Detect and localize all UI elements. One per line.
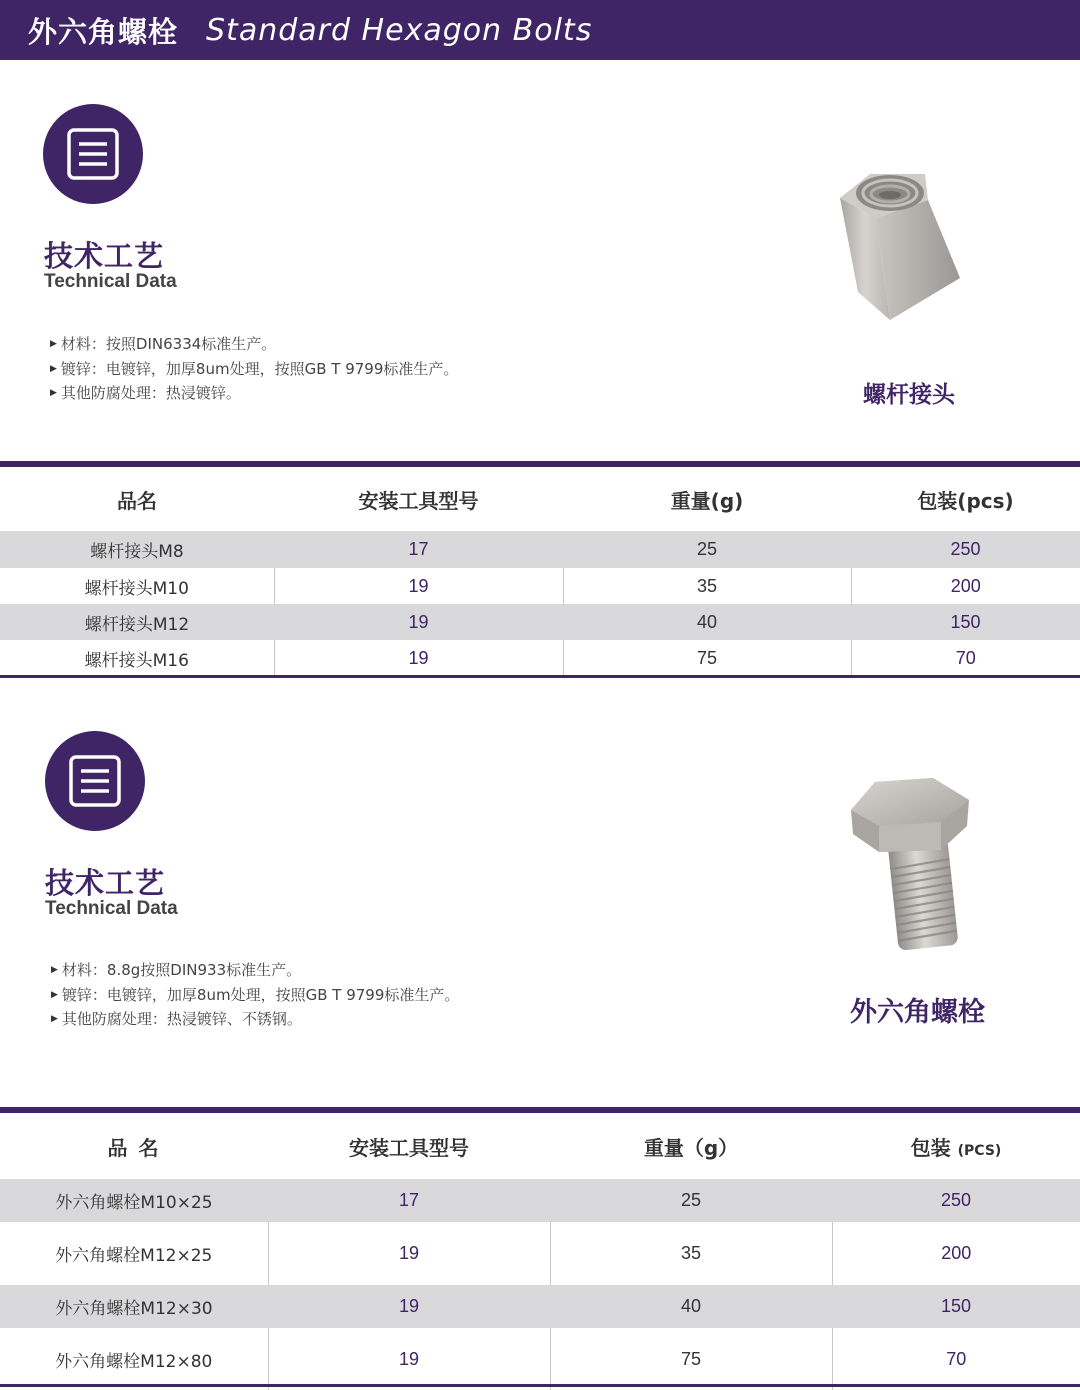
table-top-rule xyxy=(0,1107,1080,1113)
spec-bullets xyxy=(51,958,459,1032)
cell-name: 外六角螺栓M10×25 xyxy=(0,1179,268,1222)
cell-pack: 150 xyxy=(851,604,1080,640)
page-title-en: Standard Hexagon Bolts xyxy=(206,12,593,48)
document-icon xyxy=(43,104,143,204)
cell-tool: 19 xyxy=(268,1328,550,1390)
cell-weight: 40 xyxy=(563,604,851,640)
tech-heading-cn: 技术工艺 xyxy=(44,239,165,273)
table-row xyxy=(0,1328,1080,1390)
cell-weight: 35 xyxy=(563,568,851,604)
spec-table xyxy=(0,467,1080,676)
cell-pack: 250 xyxy=(851,531,1080,568)
cell-tool: 19 xyxy=(274,604,563,640)
cell-pack: 70 xyxy=(832,1328,1080,1390)
cell-name: 螺杆接头M16 xyxy=(0,640,274,676)
cell-tool: 19 xyxy=(268,1285,550,1328)
col-header: 品 名 xyxy=(0,1114,268,1179)
cell-weight: 25 xyxy=(550,1179,832,1222)
cell-name: 外六角螺栓M12×80 xyxy=(0,1328,268,1390)
tech-heading-en: Technical Data xyxy=(45,898,178,919)
table-row xyxy=(0,640,1080,676)
bullet-item: ▶ 材料：8.8g按照DIN933标准生产。 xyxy=(51,958,459,983)
cell-name: 螺杆接头M10 xyxy=(0,568,274,604)
bullet-triangle-icon: ▶ xyxy=(50,339,57,349)
cell-pack: 70 xyxy=(851,640,1080,676)
table-row xyxy=(0,568,1080,604)
tech-heading-cn: 技术工艺 xyxy=(45,866,166,900)
cell-name: 外六角螺栓M12×25 xyxy=(0,1222,268,1285)
document-icon xyxy=(45,731,145,831)
spec-table xyxy=(0,1114,1080,1390)
cell-tool: 17 xyxy=(268,1179,550,1222)
spec-bullets xyxy=(50,332,458,406)
cell-name: 螺杆接头M12 xyxy=(0,604,274,640)
bullet-triangle-icon: ▶ xyxy=(50,388,57,398)
table-row xyxy=(0,531,1080,568)
bullet-triangle-icon: ▶ xyxy=(50,363,57,374)
coupling-nut-image xyxy=(830,160,970,330)
bullet-item: ▶ 其他防腐处理：热浸镀锌、不锈钢。 xyxy=(51,1007,459,1032)
hex-bolt-image xyxy=(845,770,980,960)
product-name: 螺杆接头 xyxy=(863,382,955,408)
page-title-cn: 外六角螺栓 xyxy=(28,14,179,49)
cell-name: 外六角螺栓M12×30 xyxy=(0,1285,268,1328)
table-row xyxy=(0,1285,1080,1328)
cell-pack: 200 xyxy=(832,1222,1080,1285)
table-row xyxy=(0,1179,1080,1222)
bullet-item: ▶ 其他防腐处理：热浸镀锌。 xyxy=(50,381,458,406)
col-header: 安装工具型号 xyxy=(274,467,563,531)
table-row xyxy=(0,604,1080,640)
bullet-triangle-icon: ▶ xyxy=(51,989,58,1000)
cell-weight: 75 xyxy=(550,1328,832,1390)
product-name: 外六角螺栓 xyxy=(850,997,985,1028)
tech-heading-en: Technical Data xyxy=(44,271,177,292)
col-header: 包装 (PCS) xyxy=(832,1114,1080,1179)
bullet-item: ▶ 镀锌：电镀锌，加厚8um处理，按照GB T 9799标准生产。 xyxy=(50,357,458,382)
bullet-item: ▶ 镀锌：电镀锌，加厚8um处理，按照GB T 9799标准生产。 xyxy=(51,983,459,1008)
table-bottom-rule xyxy=(0,675,1080,678)
table-header-row xyxy=(0,1114,1080,1179)
table-bottom-rule xyxy=(0,1384,1080,1387)
col-header: 品名 xyxy=(0,467,274,531)
cell-tool: 17 xyxy=(274,531,563,568)
cell-pack: 150 xyxy=(832,1285,1080,1328)
cell-weight: 25 xyxy=(563,531,851,568)
col-header: 包装(pcs) xyxy=(851,467,1080,531)
col-header: 重量（g） xyxy=(550,1114,832,1179)
cell-tool: 19 xyxy=(268,1222,550,1285)
cell-weight: 40 xyxy=(550,1285,832,1328)
table-row xyxy=(0,1222,1080,1285)
cell-pack: 250 xyxy=(832,1179,1080,1222)
cell-name: 螺杆接头M8 xyxy=(0,531,274,568)
bullet-item: ▶ 材料：按照DIN6334标准生产。 xyxy=(50,332,458,357)
bullet-triangle-icon: ▶ xyxy=(51,965,58,975)
cell-weight: 35 xyxy=(550,1222,832,1285)
bullet-triangle-icon: ▶ xyxy=(51,1014,58,1024)
page-header xyxy=(0,0,1080,60)
col-header: 重量(g) xyxy=(563,467,851,531)
col-header: 安装工具型号 xyxy=(268,1114,550,1179)
table-header-row xyxy=(0,467,1080,531)
cell-tool: 19 xyxy=(274,568,563,604)
cell-weight: 75 xyxy=(563,640,851,676)
cell-pack: 200 xyxy=(851,568,1080,604)
cell-tool: 19 xyxy=(274,640,563,676)
